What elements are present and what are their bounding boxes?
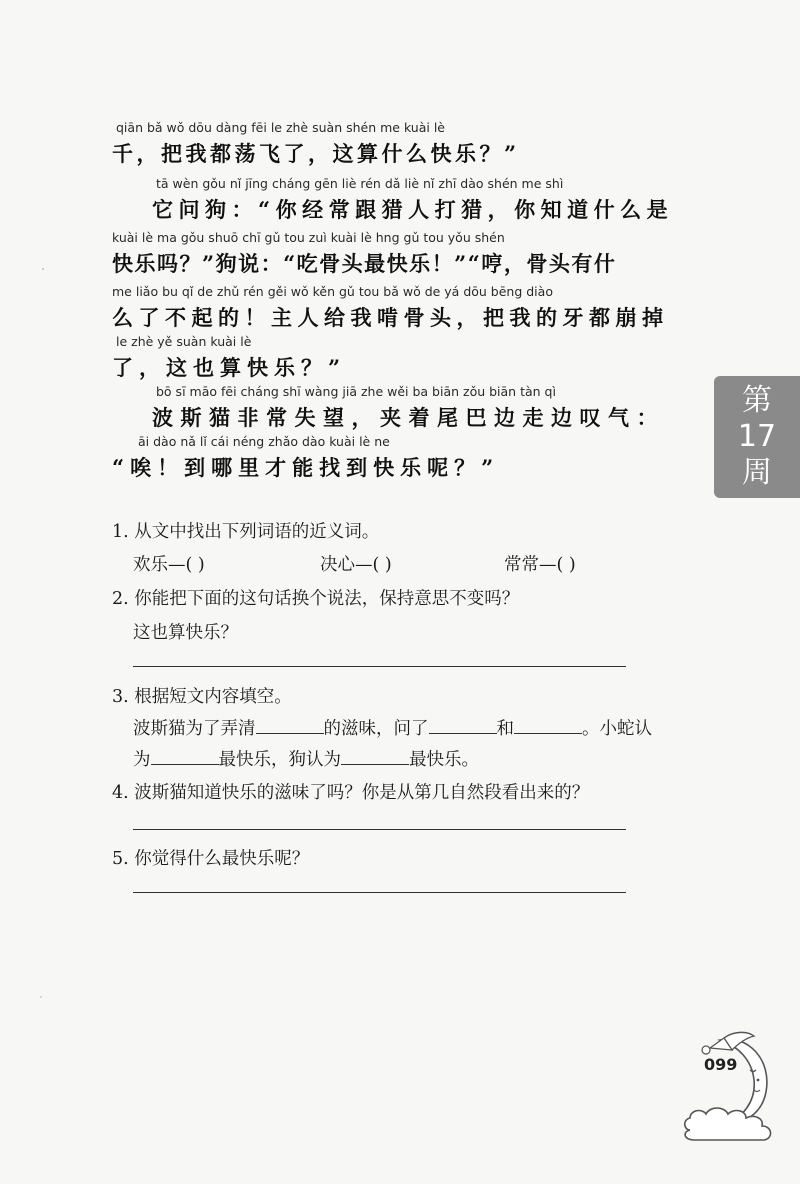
q3-line-2 bbox=[133, 746, 479, 771]
page-number: 099 bbox=[704, 1055, 738, 1074]
page-number-badge bbox=[680, 1030, 790, 1150]
fill-blank[interactable] bbox=[151, 746, 219, 765]
week-tab-char: 周 bbox=[742, 455, 772, 490]
answer-line[interactable] bbox=[133, 892, 626, 893]
week-tab bbox=[714, 376, 800, 498]
pinyin-line: bō sī māo fēi cháng shī wàng jiā zhe wěi ba biān zǒu biān tàn qì bbox=[156, 384, 556, 399]
chinese-line: 快乐吗？”狗说：“吃骨头最快乐！”“哼，骨头有什 bbox=[112, 251, 617, 276]
chinese-line: 千，把我都荡飞了，这算什么快乐？” bbox=[112, 141, 520, 166]
scan-speck bbox=[42, 268, 44, 270]
q3-text: 最快乐，狗认为 bbox=[218, 750, 341, 770]
q1-item[interactable]: 欢乐—( ) bbox=[133, 555, 205, 575]
q3-line-1 bbox=[133, 715, 652, 740]
scan-speck bbox=[40, 996, 42, 998]
fill-blank[interactable] bbox=[341, 746, 409, 765]
pinyin-line: me liǎo bu qǐ de zhǔ rén gěi wǒ kěn gǔ tou bǎ wǒ de yá dōu bēng diào bbox=[112, 284, 553, 299]
q3-text: 。小蛇认 bbox=[582, 719, 652, 739]
chinese-line: 它问狗：“你经常跟猎人打猎，你知道什么是 bbox=[152, 197, 674, 222]
chinese-line: 波斯猫非常失望，夹着尾巴边走边叹气： bbox=[152, 405, 665, 430]
pinyin-line: tā wèn gǒu nǐ jīng cháng gēn liè rén dǎ liè nǐ zhī dào shén me shì bbox=[156, 176, 564, 191]
answer-line[interactable] bbox=[133, 829, 626, 830]
question-3: 3. 根据短文内容填空。 bbox=[112, 687, 292, 707]
chinese-line: 么了不起的！主人给我啃骨头，把我的牙都崩掉 bbox=[112, 305, 669, 330]
pinyin-line: āi dào nǎ lǐ cái néng zhǎo dào kuài lè ne bbox=[138, 434, 390, 449]
fill-blank[interactable] bbox=[514, 715, 582, 734]
week-tab-number: 17 bbox=[737, 419, 777, 454]
pinyin-line: qiān bǎ wǒ dōu dàng fēi le zhè suàn shén me kuài lè bbox=[116, 120, 445, 135]
fill-blank[interactable] bbox=[256, 715, 324, 734]
q3-text: 和 bbox=[496, 719, 514, 739]
moon-cloud-icon bbox=[680, 1030, 790, 1150]
answer-line[interactable] bbox=[133, 666, 626, 667]
question-2: 2. 你能把下面的这句话换个说法，保持意思不变吗？ bbox=[112, 589, 520, 609]
question-5: 5. 你觉得什么最快乐呢？ bbox=[112, 849, 310, 869]
q3-text: 最快乐。 bbox=[409, 750, 479, 770]
fill-blank[interactable] bbox=[429, 715, 497, 734]
q3-text: 的滋味，问了 bbox=[323, 719, 429, 739]
chinese-line: 了，这也算快乐？” bbox=[112, 355, 347, 380]
q3-text: 为 bbox=[133, 750, 151, 770]
q3-text: 波斯猫为了弄清 bbox=[133, 719, 256, 739]
pinyin-line: kuài lè ma gǒu shuō chī gǔ tou zuì kuài lè hng gǔ tou yǒu shén bbox=[112, 230, 505, 245]
q2-sentence: 这也算快乐？ bbox=[133, 623, 238, 643]
question-1: 1. 从文中找出下列词语的近义词。 bbox=[112, 522, 380, 542]
q1-item[interactable]: 常常—( ) bbox=[504, 555, 576, 575]
pinyin-line: le zhè yě suàn kuài lè bbox=[116, 334, 252, 349]
week-tab-char: 第 bbox=[742, 383, 772, 418]
chinese-line: “唉！到哪里才能找到快乐呢？” bbox=[112, 455, 500, 480]
question-4: 4. 波斯猫知道快乐的滋味了吗？你是从第几自然段看出来的？ bbox=[112, 783, 590, 803]
q1-item[interactable]: 决心—( ) bbox=[320, 555, 392, 575]
